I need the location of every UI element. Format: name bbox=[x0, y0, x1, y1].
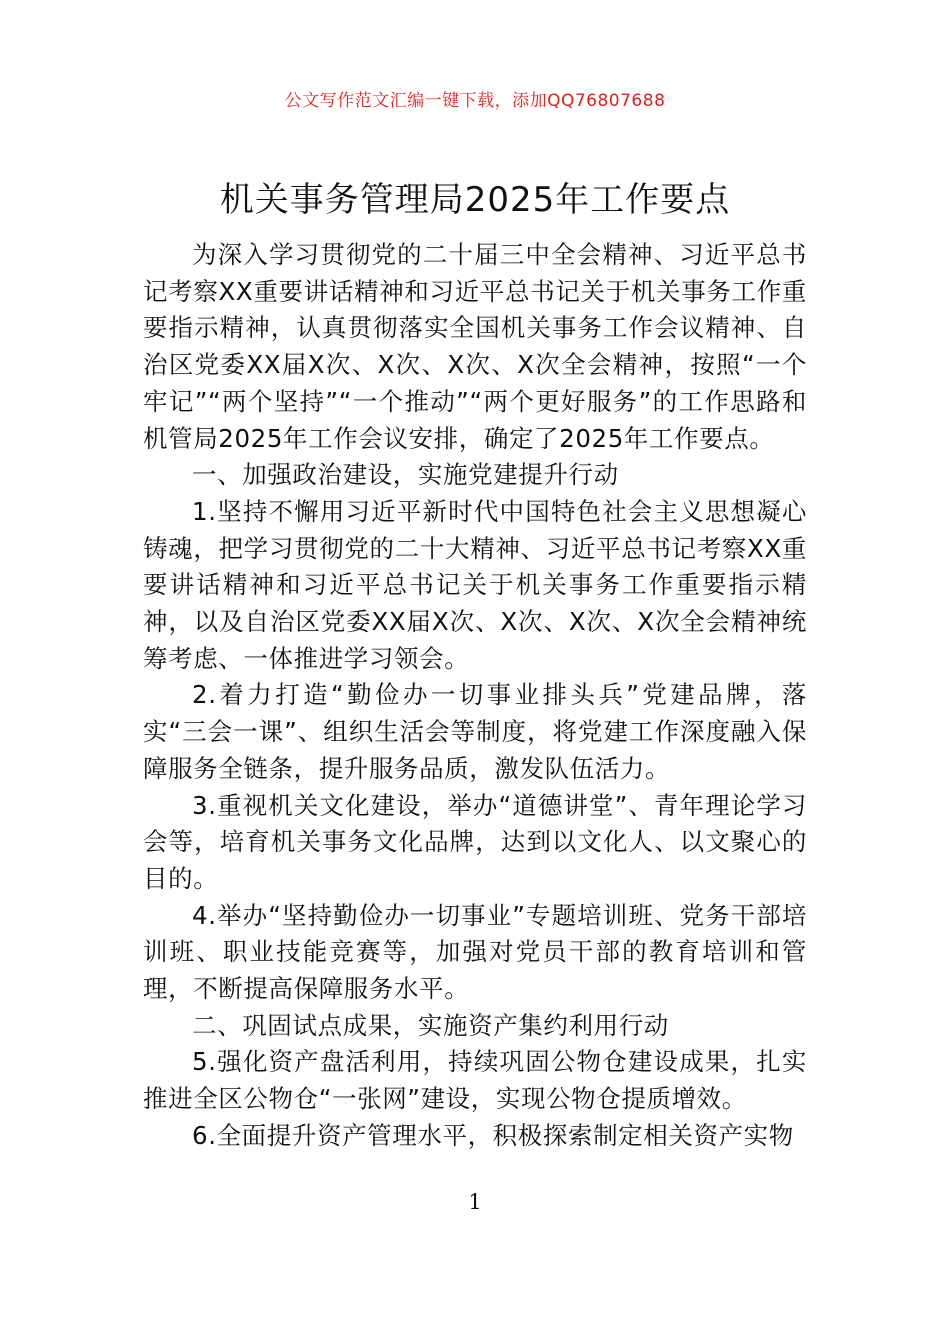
item-paragraph-6: 6.全面提升资产管理水平，积极探索制定相关资产实物 bbox=[192, 1120, 794, 1150]
document-body bbox=[143, 237, 807, 1155]
intro-paragraph: 为深入学习贯彻党的二十届三中全会精神、习近平总书记考察XX重要讲话精神和习近平总书记关于机关事务工作重要指示精神，认真贯彻落实全国机关事务工作会议精神、自治区党委XX届X次、X次、X次、X次全会精神，按照“一个牢记”“两个坚持”“一个推动”“两个更好服务”的工作思路和机管局2025年工作会议安排，确定了2025年工作要点。 bbox=[143, 240, 807, 453]
item-paragraph-5: 5.强化资产盘活利用，持续巩固公物仓建设成果，扎实推进全区公物仓“一张网”建设，实现公物仓提质增效。 bbox=[143, 1047, 807, 1114]
item-paragraph-2: 2.着力打造“勤俭办一切事业排头兵”党建品牌，落实“三会一课”、组织生活会等制度，将党建工作深度融入保障服务全链条，提升服务品质，激发队伍活力。 bbox=[143, 680, 807, 783]
document-title: 机关事务管理局2025年工作要点 bbox=[219, 180, 731, 220]
page-number: 1 bbox=[468, 1190, 482, 1214]
header-note: 公文写作范文汇编一键下载，添加QQ76807688 bbox=[284, 91, 666, 111]
item-paragraph-3: 3.重视机关文化建设，举办“道德讲堂”、青年理论学习会等，培育机关事务文化品牌，达到以文化人、以文聚心的目的。 bbox=[143, 790, 807, 893]
item-paragraph-1: 1.坚持不懈用习近平新时代中国特色社会主义思想凝心铸魂，把学习贯彻党的二十大精神、习近平总书记考察XX重要讲话精神和习近平总书记关于机关事务工作重要指示精神，以及自治区党委XX届X次、X次、X次、X次全会精神统筹考虑、一体推进学习领会。 bbox=[143, 496, 807, 673]
section-heading-1: 一、加强政治建设，实施党建提升行动 bbox=[192, 460, 619, 490]
item-paragraph-4: 4.举办“坚持勤俭办一切事业”专题培训班、党务干部培训班、职业技能竞赛等，加强对党员干部的教育培训和管理，不断提高保障服务水平。 bbox=[143, 900, 807, 1004]
section-heading-2: 二、巩固试点成果，实施资产集约利用行动 bbox=[192, 1010, 669, 1040]
